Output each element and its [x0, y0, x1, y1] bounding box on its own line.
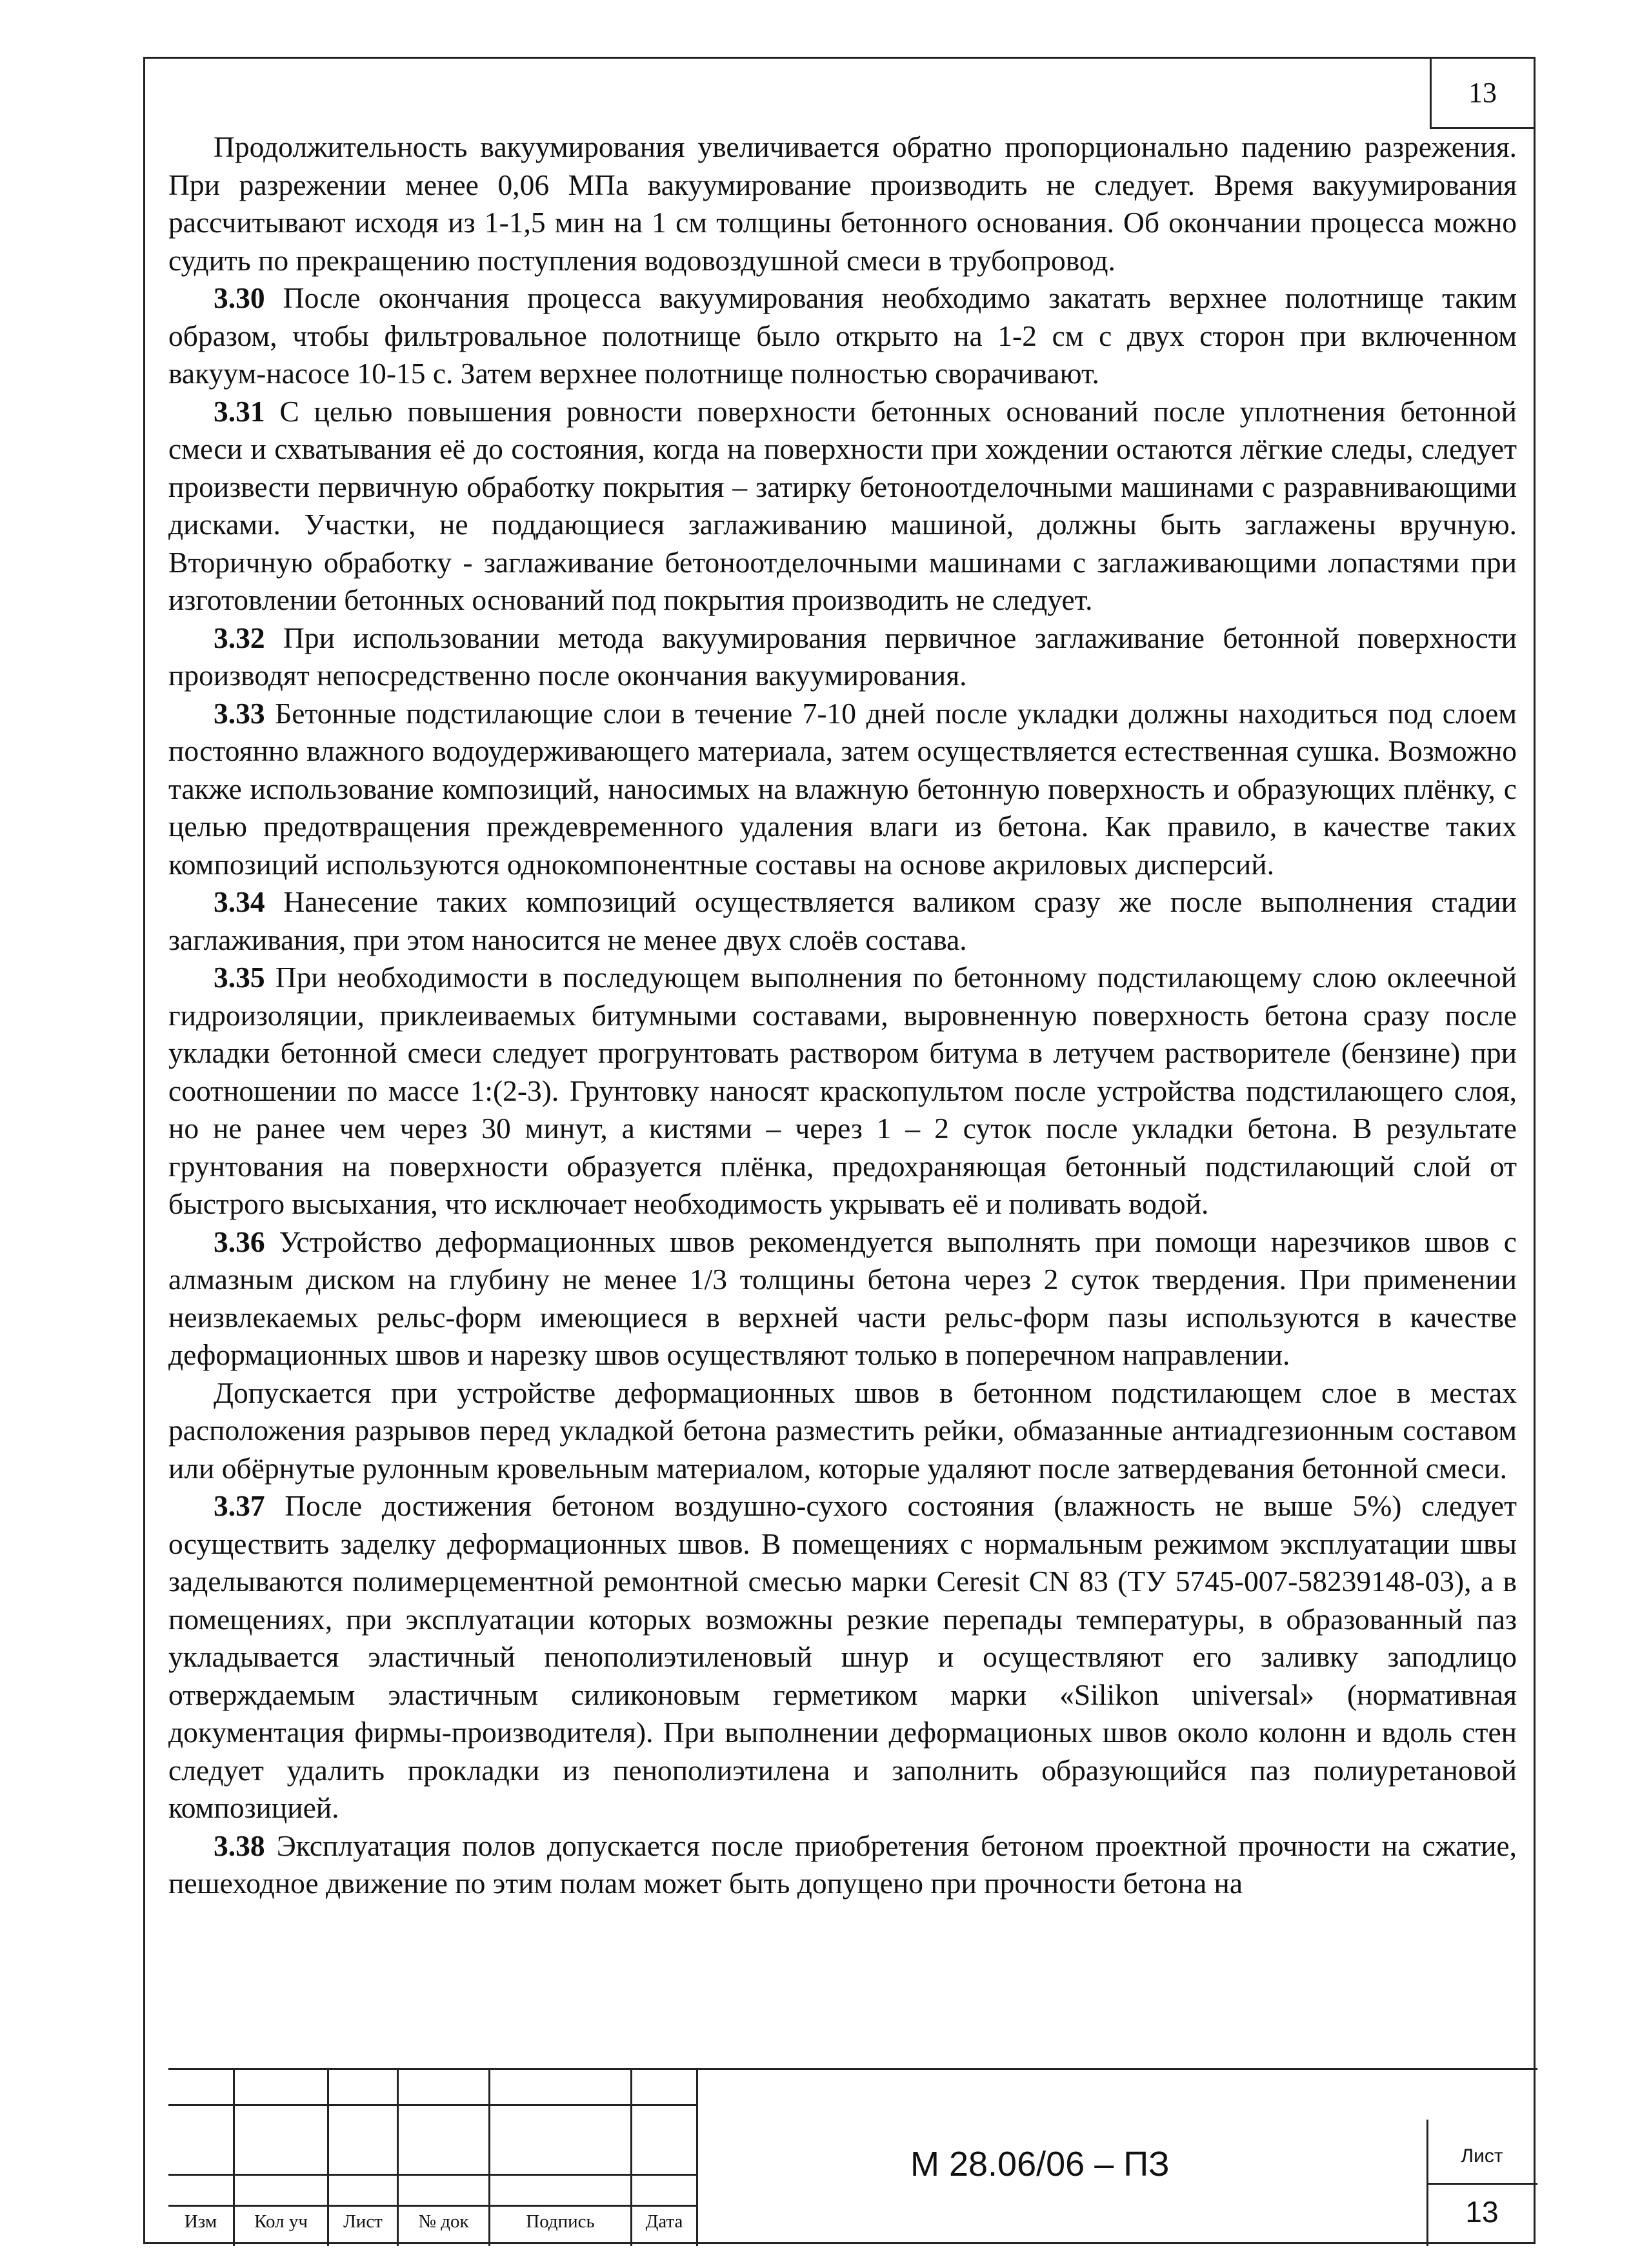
paragraph-text: Эксплуатация полов допускается после приобретения бетоном проектной прочности на сжатие, пешеходное движение по этим полам может быть допущено при прочности бетона на: [168, 1829, 1517, 1900]
paragraph: [168, 279, 1517, 393]
col-no-dok: № док: [418, 2211, 469, 2232]
paragraph: [168, 959, 1517, 1223]
clause-number: 3.32: [214, 621, 265, 654]
col-kol-uch: Кол уч: [254, 2211, 308, 2232]
paragraph: [168, 1487, 1517, 1827]
paragraph-text: Бетонные подстилающие слои в течение 7-10 дней после укладки должны находиться под слоем постоянно влажного водоудерживающего материала, затем осуществляется естественная сушка. Возможно также использование композиций, наносимых на влажную бетонную поверхность и образующих плёнку, с целью предотвращения преждевременного удаления влаги из бетона. Как правило, в качестве таких композиций используются однокомпонентные составы на основе акриловых дисперсий.: [168, 696, 1517, 881]
clause-number: 3.31: [214, 394, 265, 428]
paragraph: [168, 1374, 1517, 1488]
paragraph-text: После достижения бетоном воздушно-сухого состояния (влажность не выше 5%) следует осуществить заделку деформационных швов. В помещениях с нормальным режимом эксплуатации швы заделываются полимерцементной ремонтной смесью марки Ceresit CN 83 (ТУ 5745-007-58239148-03), а в помещениях, при эксплуатации которых возможны резкие перепады температуры, в образованный паз укладывается эластичный пенополиэтиленовый шнур и осуществляют его заливку заподлицо отверждаемым эластичным силиконовым герметиком марки «Silikon universal» (нормативная документация фирмы-производителя). При выполнении деформационых швов около колонн и вдоль стен следует удалить прокладки из пенополиэтилена и заполнить образующийся паз полиуретановой композицией.: [168, 1489, 1517, 1824]
paragraph: [168, 1827, 1517, 1903]
paragraph: [168, 1223, 1517, 1374]
clause-number: 3.38: [214, 1829, 265, 1862]
paragraph: [168, 883, 1517, 959]
page-number-top: 13: [1430, 57, 1536, 129]
clause-number: 3.36: [214, 1225, 265, 1258]
body-text: [168, 128, 1517, 1903]
clause-number: 3.30: [214, 281, 265, 314]
paragraph-text: С целью повышения ровности поверхности бетонных оснований после уплотнения бетонной смеси и схватывания её до состояния, когда на поверхности при хождении остаются лёгкие следы, следует произвести первичную обработку покрытия – затирку бетоноотделочными машинами с разравнивающими дисками. Участки, не поддающиеся заглаживанию машиной, должны быть заглажены вручную. Вторичную обработку - заглаживание бетоноотделочными машинами с заглаживающими лопастями при изготовлении бетонных оснований под покрытия производить не следует.: [168, 394, 1517, 616]
paragraph-text: Нанесение таких композиций осуществляется валиком сразу же после выполнения стадии заглаживания, при этом наносится не менее двух слоёв состава.: [168, 885, 1517, 956]
clause-number: 3.35: [214, 961, 265, 994]
paragraph-text: Допускается при устройстве деформационных швов в бетонном подстилающем слое в местах расположения разрывов перед укладкой бетона разместить рейки, обмазанные антиадгезионным составом или обёрнутые рулонным кровельным материалом, которые удаляют после затвердевания бетонной смеси.: [168, 1376, 1517, 1485]
document-code: М 28.06/06 – ПЗ: [910, 2145, 1170, 2183]
clause-number: 3.34: [214, 885, 265, 918]
paragraph-text: При необходимости в последующем выполнения по бетонному подстилающему слою оклеечной гидроизоляции, приклеиваемых битумными составами, выровненную поверхность бетона сразу после укладки бетонной смеси следует прогрунтовать раствором битума в летучем растворителе (бензине) при соотношении по массе 1:(2-3). Грунтовку наносят краскопультом после устройства подстилающего слоя, но не ранее чем через 30 минут, а кистями – через 1 – 2 суток после укладки бетона. В результате грунтования на поверхности образуется плёнка, предохраняющая бетонный подстилающий слой от быстрого высыхания, что исключает необходимость укрывать её и поливать водой.: [168, 961, 1517, 1220]
page-frame: [143, 57, 1536, 2244]
paragraph: [168, 695, 1517, 884]
paragraph: [168, 128, 1517, 279]
col-podpis: Подпись: [526, 2211, 595, 2232]
paragraph-text: После окончания процесса вакуумирования необходимо закатать верхнее полотнище таким образом, чтобы фильтровальное полотнище было открыто на 1-2 см с двух сторон при включенном вакуум-насосе 10-15 с. Затем верхнее полотнище полностью сворачивают.: [168, 281, 1517, 390]
paragraph: [168, 619, 1517, 695]
col-izm: Изм: [184, 2211, 217, 2232]
col-list: Лист: [343, 2211, 383, 2232]
sheet-label: Лист: [1461, 2145, 1503, 2167]
title-block-stamp: [168, 2068, 1537, 2246]
clause-number: 3.33: [214, 696, 265, 730]
clause-number: 3.37: [214, 1489, 265, 1522]
paragraph-text: Продолжительность вакуумирования увеличивается обратно пропорционально падению разрежения. При разрежении менее 0,06 МПа вакуумирование производить не следует. Время вакуумирования рассчитывают исходя из 1-1,5 мин на 1 см толщины бетонного основания. Об окончании процесса можно судить по прекращению поступления водовоздушной смеси в трубопровод.: [168, 130, 1517, 277]
paragraph-text: Устройство деформационных швов рекомендуется выполнять при помощи нарезчиков швов с алмазным диском на глубину не менее 1/3 толщины бетона через 2 суток твердения. При применении неизвлекаемых рельс-форм имеющиеся в верхней части рельс-форм пазы используются в качестве деформационных швов и нарезку швов осуществляют только в поперечном направлении.: [168, 1225, 1517, 1371]
sheet-number: 13: [1465, 2195, 1499, 2229]
paragraph: [168, 393, 1517, 619]
col-data: Дата: [645, 2211, 683, 2232]
paragraph-text: При использовании метода вакуумирования первичное заглаживание бетонной поверхности производят непосредственно после окончания вакуумирования.: [168, 621, 1517, 692]
